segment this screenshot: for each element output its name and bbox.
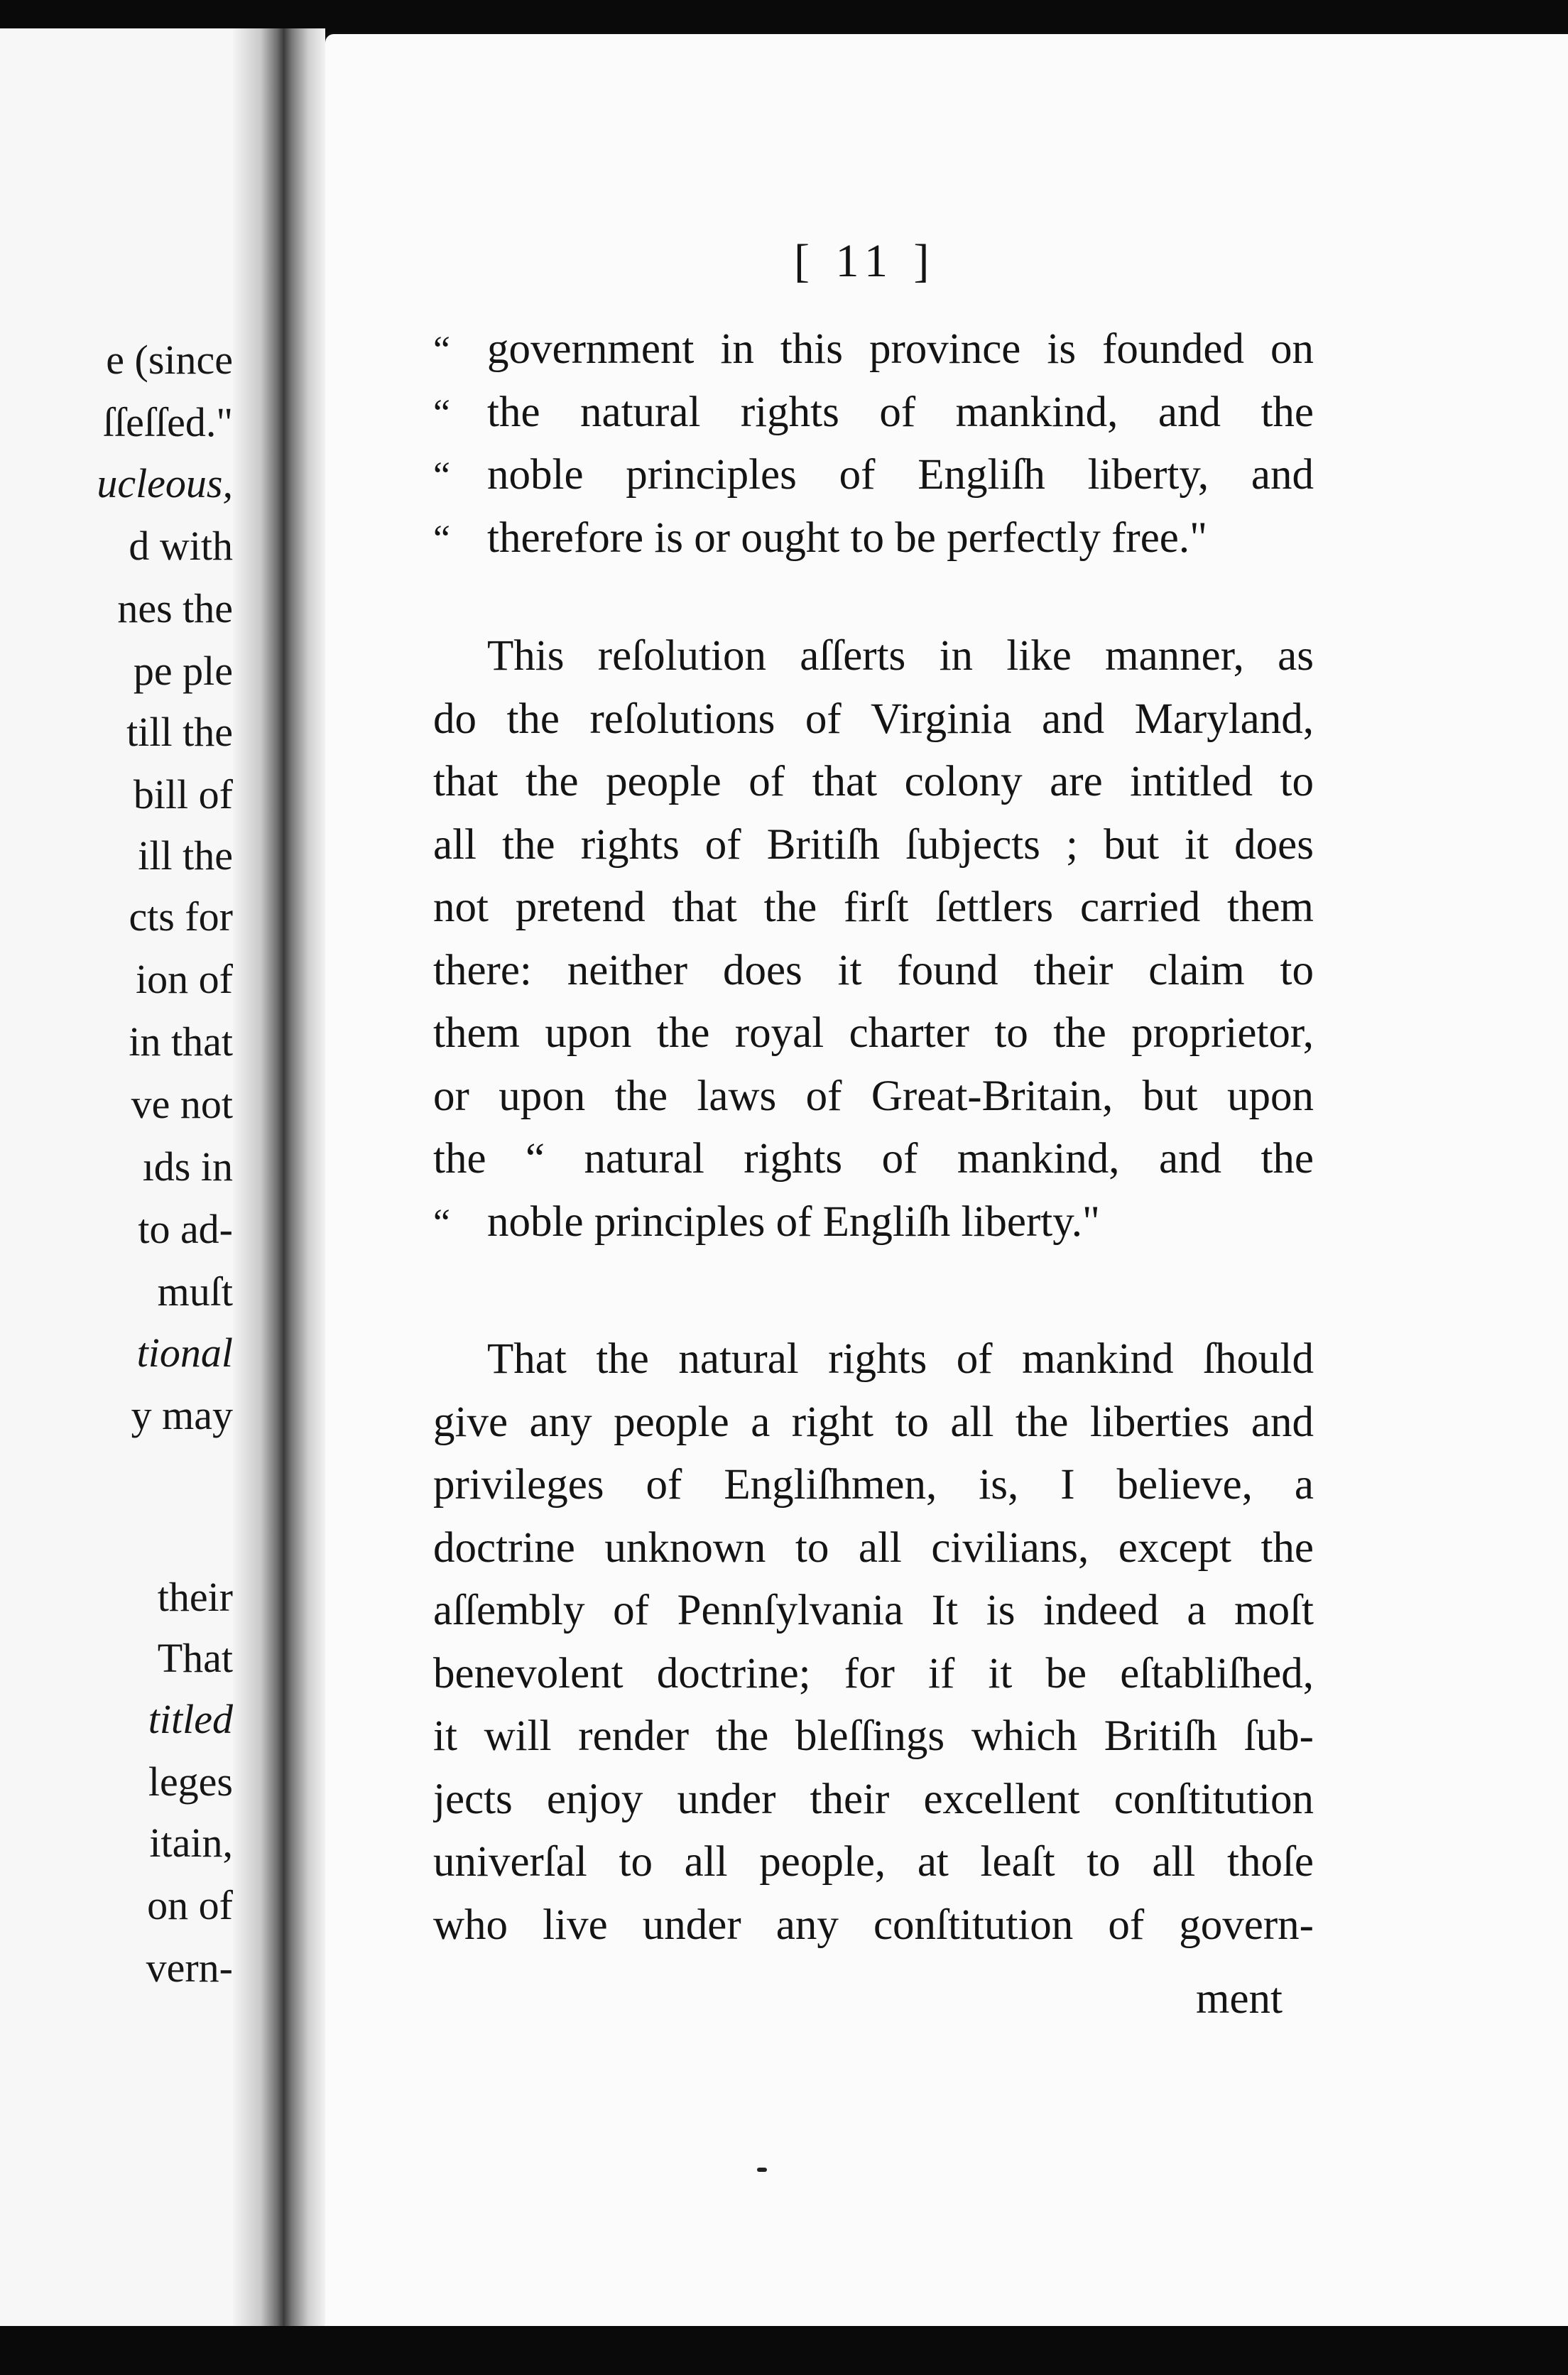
left-page-line: till the [126,709,233,755]
text-line: jects enjoy under their excellent conſtitution [433,1775,1314,1823]
text-line: That the natural rights of mankind ſhould [487,1335,1314,1383]
left-page-line: titled [148,1696,233,1742]
text-line-content: noble principles of Engliſh liberty." [487,1197,1100,1246]
left-page-line: d with [129,523,233,569]
catchword: ment [1196,1975,1283,2023]
left-page-line: leges [148,1759,233,1805]
text-line: privileges of Engliſhmen, is, I believe, a [433,1461,1314,1509]
left-page-line: ve not [131,1081,233,1127]
left-page-line: ucleous, [97,460,233,506]
left-page-line: cts for [129,893,233,940]
text-line: not pretend that the firſt ſettlers carried them [433,884,1314,931]
left-page-line: on of [147,1882,233,1928]
scan-frame-bottom [0,2326,1568,2375]
text-line: there: neither does it found their claim to [433,946,1314,994]
text-line: benevolent doctrine; for if it be eſtabliſhed, [433,1649,1314,1697]
left-page-line: to ad- [138,1206,233,1252]
left-page-line: nes the [117,585,233,631]
text-line: the “ natural rights of mankind, and the [433,1135,1314,1183]
paragraph-natural-rights [433,1328,1314,1957]
left-page-line: muſt [157,1268,233,1315]
left-page-line: That [157,1635,233,1681]
quote-mark: “ [433,391,450,434]
left-page-line: tional [136,1330,233,1376]
quote-mark: “ [433,1200,450,1244]
page-number: [ 11 ] [794,235,937,287]
text-line [433,318,1314,381]
quote-mark: “ [433,328,450,371]
text-line-content: government in this province is founded on [487,325,1314,373]
left-page-line: pe ple [133,648,233,694]
left-page-line: ill the [138,832,233,879]
text-line [433,444,1314,507]
text-line [433,507,1314,570]
left-page-line: y may [131,1392,233,1438]
text-line: them upon the royal charter to the proprietor, [433,1009,1314,1057]
left-page-line: e (since [106,337,233,383]
text-line [433,381,1314,445]
left-page-line: ſſeſſed." [102,399,233,445]
left-page-line: bill of [133,771,233,817]
book-gutter-shadow [233,28,325,2330]
text-line: doctrine unknown to all civilians, except the [433,1523,1314,1572]
left-page-line: their [157,1574,233,1620]
paragraph-resolution-asserts [433,625,1314,1254]
scan-frame-top [0,0,1568,32]
ink-speck [757,2168,767,2172]
text-line: give any people a right to all the liberties and [433,1398,1314,1446]
left-page-line: vern- [146,1945,233,1991]
quote-mark: “ [433,454,450,496]
text-line-content: therefore is or ought to be perfectly free." [487,513,1208,562]
left-page-line: in that [129,1018,233,1065]
text-line: univerſal to all people, at leaſt to all thoſe [433,1838,1314,1886]
paragraph-quoted-resolution [433,318,1314,570]
text-line: that the people of that colony are intitled to [433,758,1314,805]
text-line: do the reſolutions of Virginia and Maryland, [433,695,1314,743]
text-line: or upon the laws of Great-Britain, but upon [433,1072,1314,1120]
left-page-line: itain, [149,1820,233,1866]
text-line: aſſembly of Pennſylvania It is indeed a moſt [433,1587,1314,1634]
text-line [433,1191,1314,1254]
text-line-content: noble principles of Engliſh liberty, and [487,451,1314,499]
left-page-line: ion of [136,956,233,1002]
text-line: it will render the bleſſings which Britiſh ſub- [433,1712,1314,1760]
text-line: who live under any conſtitution of govern- [433,1901,1314,1949]
text-line: all the rights of Britiſh ſubjects ; but it does [433,820,1314,869]
text-line-content: the natural rights of mankind, and the [487,388,1314,436]
quote-mark: “ [433,516,450,560]
text-line: This reſolution aſſerts in like manner, as [487,632,1314,680]
left-page-line: ıds in [142,1143,233,1190]
